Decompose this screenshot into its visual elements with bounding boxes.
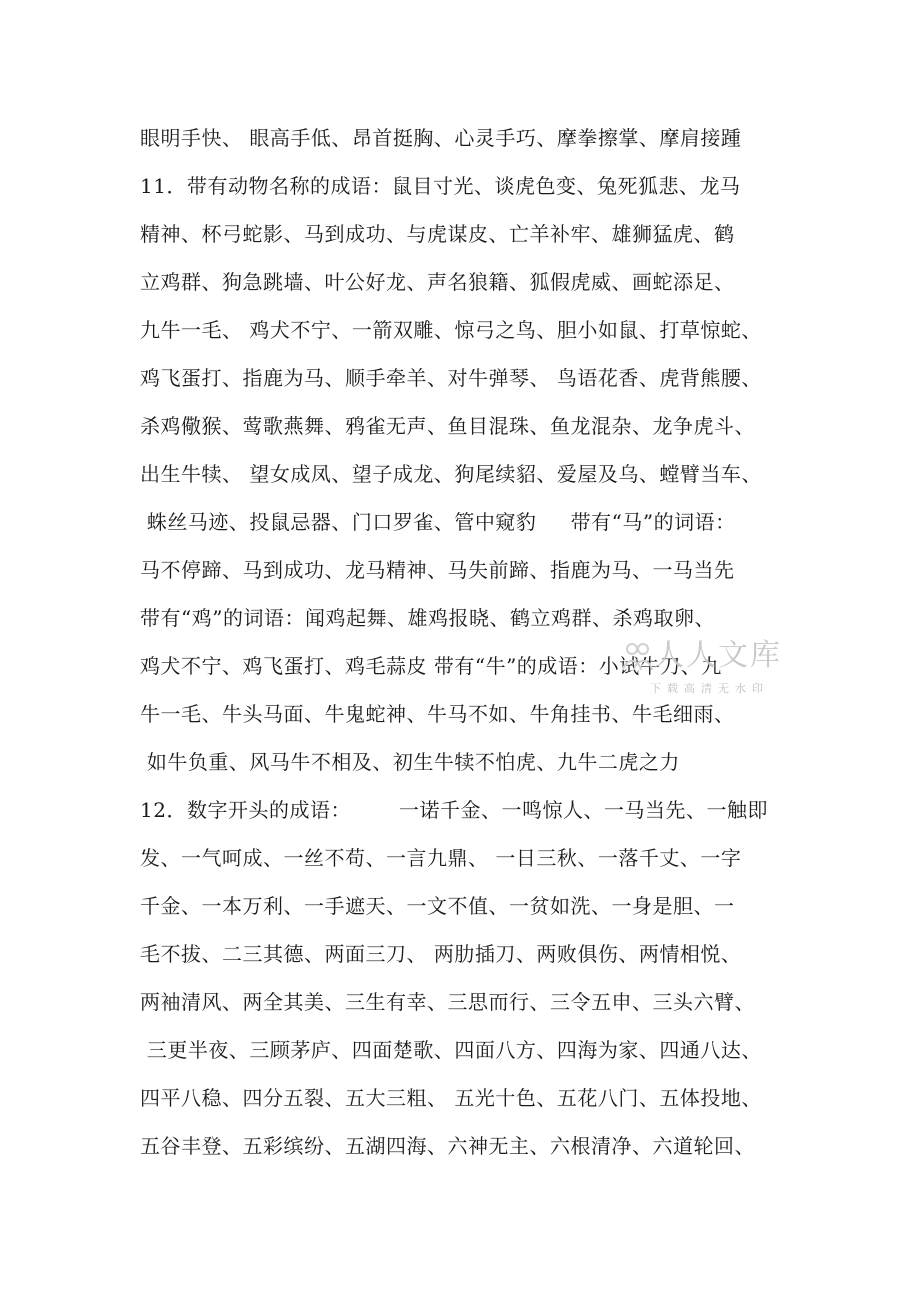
text-line: 马不停蹄、马到成功、龙马精神、马失前蹄、指鹿为马、一马当先	[140, 558, 735, 582]
people-logo-icon	[620, 640, 654, 674]
text-line: 三更半夜、三顾茅庐、四面楚歌、四面八方、四海为家、四通八达、	[140, 1038, 762, 1062]
text-line: 蛛丝马迹、投鼠忌器、门口罗雀、管中窥豹 带有“马”的词语：	[140, 510, 736, 534]
text-line: 九牛一毛、 鸡犬不宁、一箭双雕、惊弓之鸟、胆小如鼠、打草惊蛇、	[140, 318, 762, 342]
text-line: 带有“鸡”的词语：闻鸡起舞、雄鸡报晓、鹤立鸡群、杀鸡取卵、	[140, 606, 715, 630]
text-line: 12．数字开头的成语： 一诺千金、一鸣惊人、一马当先、一触即	[140, 798, 768, 822]
text-line: 两袖清风、两全其美、三生有幸、三思而行、三令五申、三头六臂、	[140, 990, 755, 1014]
text-line: 四平八稳、四分五裂、五大三粗、 五光十色、五花八门、五体投地、	[140, 1086, 762, 1110]
text-line: 五谷丰登、五彩缤纷、五湖四海、六神无主、六根清净、六道轮回、	[140, 1134, 755, 1158]
text-line: 如牛负重、风马牛不相及、初生牛犊不怕虎、九牛二虎之力	[140, 750, 680, 774]
text-line: 立鸡群、狗急跳墙、叶公好龙、声名狼籍、狐假虎威、画蛇添足、	[140, 270, 735, 294]
text-line: 精神、杯弓蛇影、马到成功、与虎谋皮、亡羊补牢、雄狮猛虎、鹤	[140, 222, 735, 246]
watermark	[620, 636, 790, 718]
text-line: 千金、一本万利、一手遮天、一文不值、一贫如洗、一身是胆、一	[140, 894, 735, 918]
text-line: 11．带有动物名称的成语：鼠目寸光、谈虎色变、兔死狐悲、龙马	[140, 174, 741, 198]
text-line: 发、一气呵成、一丝不苟、一言九鼎、 一日三秋、一落千丈、一字	[140, 846, 742, 870]
text-line: 杀鸡儆猴、莺歌燕舞、鸦雀无声、鱼目混珠、鱼龙混杂、龙争虎斗、	[140, 414, 755, 438]
watermark-subtitle: 下载高清无水印	[650, 682, 769, 695]
watermark-title: 人人文库	[654, 638, 782, 673]
text-line: 毛不拔、二三其德、两面三刀、 两肋插刀、两败俱伤、两情相悦、	[140, 942, 742, 966]
text-line: 鸡犬不宁、鸡飞蛋打、鸡毛蒜皮 带有“牛”的成语：小试牛刀、九	[140, 654, 722, 678]
text-line: 牛一毛、牛头马面、牛鬼蛇神、牛马不如、牛角挂书、牛毛细雨、	[140, 702, 735, 726]
text-line: 眼明手快、 眼高手低、昂首挺胸、心灵手巧、摩拳擦掌、摩肩接踵	[140, 126, 742, 150]
text-line: 出生牛犊、 望女成凤、望子成龙、狗尾续貂、爱屋及乌、螳臂当车、	[140, 462, 762, 486]
text-line: 鸡飞蛋打、指鹿为马、顺手牵羊、对牛弹琴、 鸟语花香、虎背熊腰、	[140, 366, 762, 390]
